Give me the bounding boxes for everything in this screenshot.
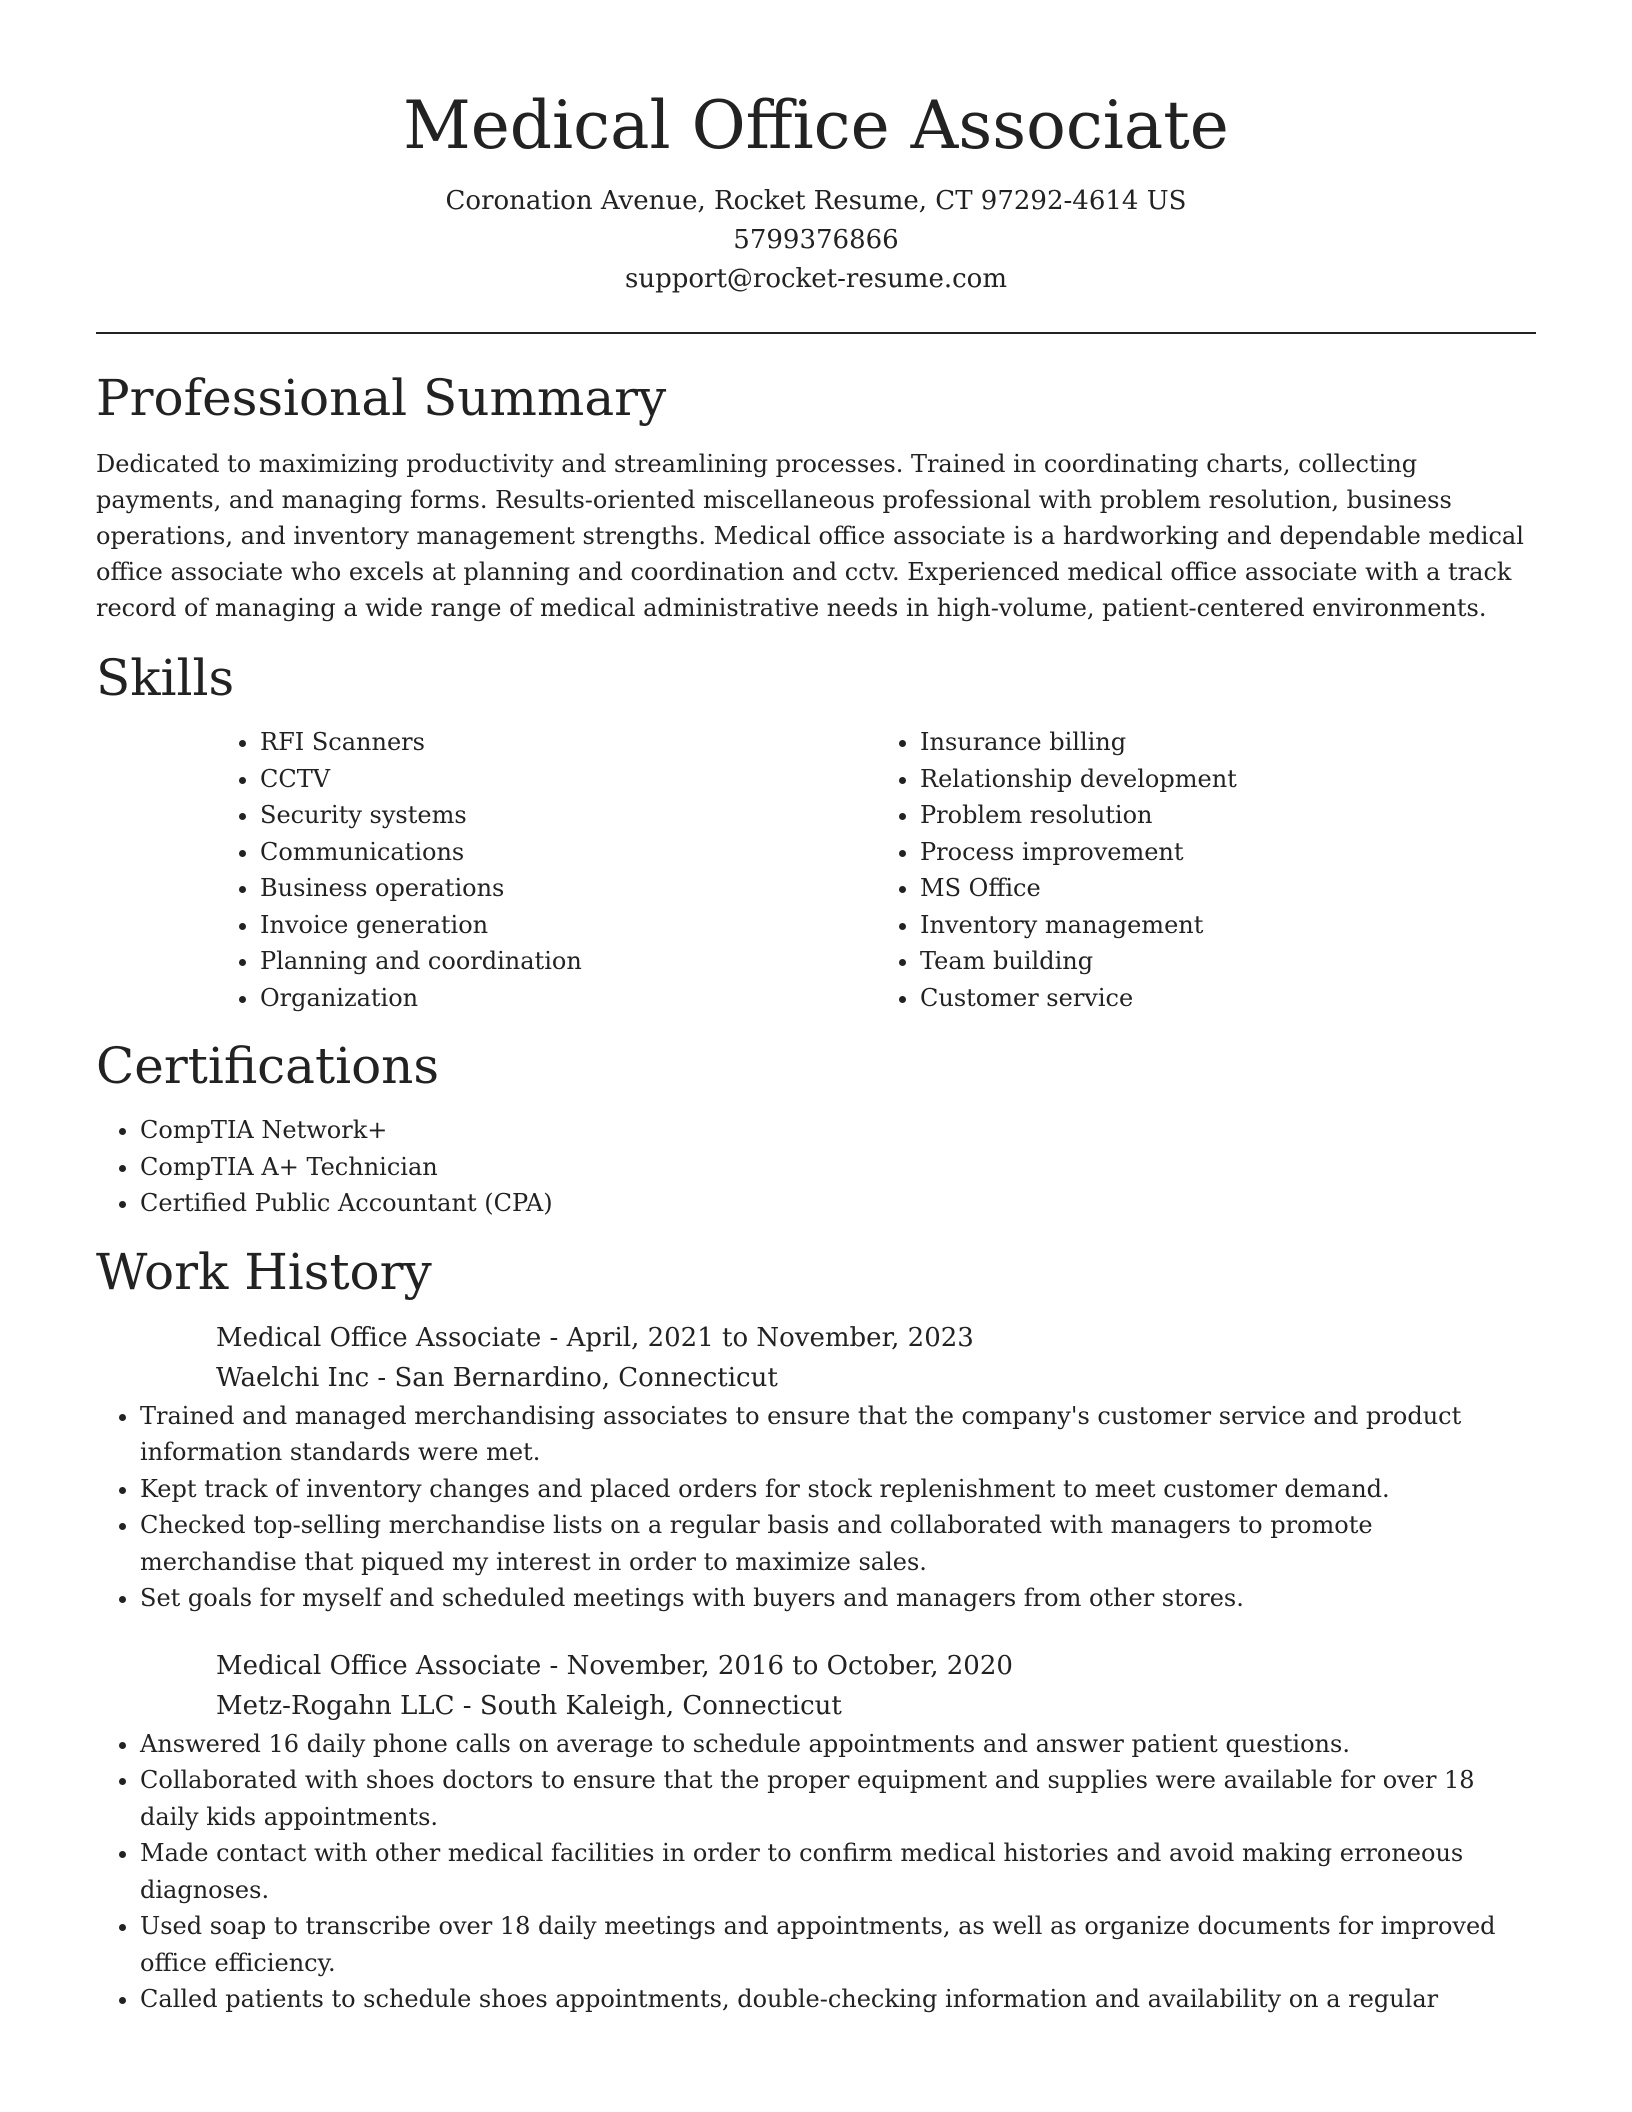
job-duty: • Collaborated with shoes doctors to ensure that the proper equipment and supplies were available for over 18 daily kids appointments. [140, 1762, 1536, 1835]
summary-heading: Professional Summary [96, 369, 667, 427]
job-role: Medical Office Associate [216, 1322, 542, 1353]
summary-text: Dedicated to maximizing productivity and streamlining processes. Trained in coordinating charts, collecting payments, and managing forms. Results-oriented miscellaneous professional with problem resolution, business operations, and inventory management strengths. Medical office associate is a hardworking and dependable medical office associate who excels at planning and coordination and cctv. Experienced medical office associate with a track record of managing a wide range of medical administrative needs in high-volume, patient-centered environments. [96, 450, 1524, 622]
job-duty: • Trained and managed merchandising associates to ensure that the company's customer service and product information standards were met. [140, 1398, 1536, 1471]
job-title-line [216, 1318, 1536, 1358]
skill-item: • Invoice generation [260, 907, 876, 944]
certification-item: • CompTIA Network+ [140, 1112, 1536, 1149]
certifications-heading: Certifications [96, 1037, 440, 1095]
resume-name: Medical Office Associate [403, 87, 1229, 164]
skill-item: • Planning and coordination [260, 943, 876, 980]
skills-column-left [216, 724, 876, 1016]
skill-item: • RFI Scanners [260, 724, 876, 761]
job-duty: • Used soap to transcribe over 18 daily meetings and appointments, as well as organize documents for improved office efficiency. [140, 1908, 1536, 1981]
skills-heading: Skills [96, 649, 235, 707]
job-dates: November, 2016 to October, 2020 [566, 1650, 1013, 1681]
skill-item: • Organization [260, 980, 876, 1017]
job-location: South Kaleigh, Connecticut [479, 1690, 842, 1721]
skill-item: • Insurance billing [920, 724, 1536, 761]
skill-item: • Team building [920, 943, 1536, 980]
job-duty: • Called patients to schedule shoes appointments, double-checking information and availability on a regular [140, 1981, 1536, 2018]
contact-address: Coronation Avenue, Rocket Resume, CT 97292-4614 US [445, 186, 1187, 216]
job-company: Waelchi Inc [216, 1362, 370, 1393]
skill-item: • Problem resolution [920, 797, 1536, 834]
job-company-line [216, 1686, 1536, 1726]
skill-item: • Relationship development [920, 761, 1536, 798]
certifications-list [96, 1112, 1536, 1222]
contact-block [96, 182, 1536, 299]
skill-item: • Communications [260, 834, 876, 871]
certification-item: • CompTIA A+ Technician [140, 1149, 1536, 1186]
job-separator: - [549, 1650, 567, 1681]
job-duty: • Answered 16 daily phone calls on average to schedule appointments and answer patient questions. [140, 1726, 1536, 1763]
skills-column-right [876, 724, 1536, 1016]
job-dates: April, 2021 to November, 2023 [566, 1322, 974, 1353]
job-duty: • Made contact with other medical facilities in order to confirm medical histories and avoid making erroneous diagnoses. [140, 1835, 1536, 1908]
job-duties-list [96, 1398, 1536, 1617]
job-duties-list [96, 1726, 1536, 2018]
job-separator: - [377, 1362, 395, 1393]
skill-item: • Process improvement [920, 834, 1536, 871]
job-duty: • Set goals for myself and scheduled meetings with buyers and managers from other stores. [140, 1580, 1536, 1617]
job-separator: - [549, 1322, 567, 1353]
certification-item: • Certified Public Accountant (CPA) [140, 1185, 1536, 1222]
job-entry [216, 1318, 1536, 1398]
job-role: Medical Office Associate [216, 1650, 542, 1681]
work-history-heading: Work History [96, 1242, 432, 1301]
skill-item: • Customer service [920, 980, 1536, 1017]
job-separator: - [462, 1690, 480, 1721]
skill-item: • MS Office [920, 870, 1536, 907]
skill-item: • Inventory management [920, 907, 1536, 944]
job-company-line [216, 1358, 1536, 1398]
job-title-line [216, 1646, 1536, 1686]
skill-item: • CCTV [260, 761, 876, 798]
resume-page [96, 0, 1536, 2018]
skill-item: • Security systems [260, 797, 876, 834]
skill-item: • Business operations [260, 870, 876, 907]
job-entry [216, 1646, 1536, 1726]
contact-phone: 5799376866 [733, 225, 899, 255]
job-company: Metz-Rogahn LLC [216, 1690, 455, 1721]
skills-list [216, 724, 1536, 1016]
job-location: San Bernardino, Connecticut [394, 1362, 778, 1393]
job-duty: • Kept track of inventory changes and placed orders for stock replenishment to meet customer demand. [140, 1471, 1536, 1508]
header-divider [96, 332, 1536, 334]
job-duty: • Checked top-selling merchandise lists on a regular basis and collaborated with managers to promote merchandise that piqued my interest in order to maximize sales. [140, 1507, 1536, 1580]
contact-email: support@rocket-resume.com [624, 264, 1007, 294]
